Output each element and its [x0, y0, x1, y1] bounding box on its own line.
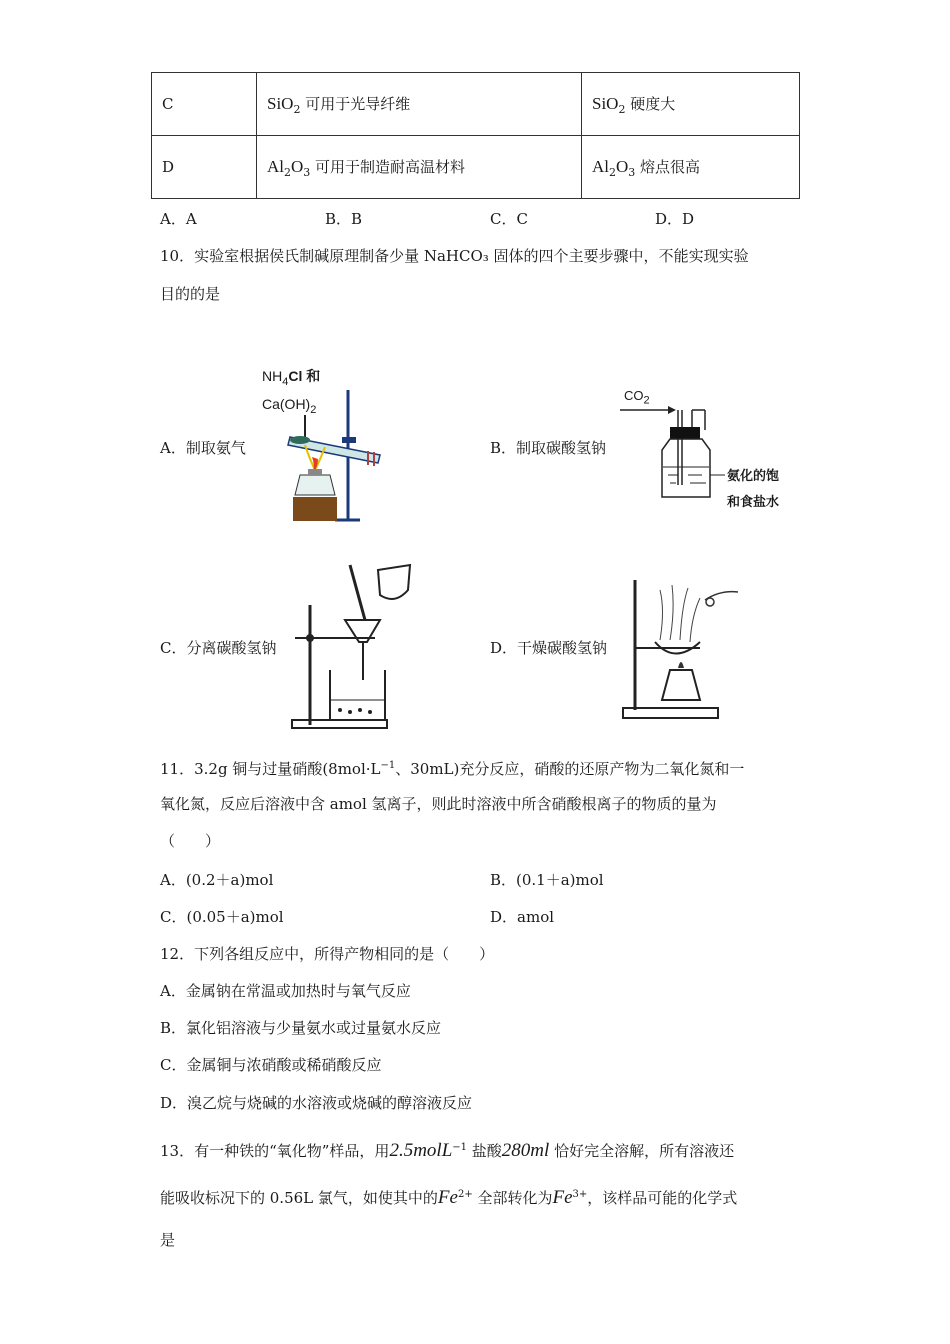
q12-option-a[interactable]: A．金属钠在常温或加热时与氧气反应 [160, 982, 411, 1000]
fig-d-apparatus [620, 570, 745, 725]
q10-option-c[interactable]: C．分离碳酸氢钠 [160, 639, 277, 657]
q11-stem-line2: 氧化氮，反应后溶液中含 amol 氢离子，则此时溶液中所含硝酸根离子的物质的量为 [160, 795, 717, 813]
q9-option-a[interactable]: A．A [160, 210, 197, 228]
q12-option-d[interactable]: D．溴乙烷与烧碱的水溶液或烧碱的醇溶液反应 [160, 1094, 473, 1112]
q11-option-a[interactable]: A．(0.2＋a)mol [160, 871, 274, 889]
table-row [152, 73, 800, 136]
q10-option-a[interactable]: A．制取氨气 [160, 439, 246, 457]
q10-stem-line1: 10．实验室根据侯氏制碱原理制备少量 NaHCO₃ 固体的四个主要步骤中，不能实现实验 [160, 247, 749, 265]
fig-b-co2-label: $CO_2$ [624, 388, 650, 407]
q13-stem-line3: 是 [160, 1231, 176, 1249]
table-row [152, 136, 800, 199]
table-cell-letter: C [152, 73, 257, 136]
fig-a-apparatus [280, 385, 400, 525]
table-cell-property: SiO$_2$ 硬度大 [582, 73, 800, 136]
q11-option-c[interactable]: C．(0.05＋a)mol [160, 908, 284, 926]
q10-option-b[interactable]: B．制取碳酸氢钠 [490, 439, 607, 457]
table-cell-use: $Al_2O_3$ 可用于制造耐高温材料 [257, 136, 582, 199]
table-cell-property: $Al_2O_3$ 熔点很高 [582, 136, 800, 199]
q12-option-c[interactable]: C．金属铜与浓硝酸或稀硝酸反应 [160, 1056, 382, 1074]
q10-option-d[interactable]: D．干燥碳酸氢钠 [490, 639, 608, 657]
table-cell-letter: D [152, 136, 257, 199]
fig-a-label1: $NH_4Cl$ 和 [262, 368, 321, 388]
q11-stem-line3: （ ） [160, 832, 221, 850]
q12-stem: 12．下列各组反应中，所得产物相同的是（ ） [160, 945, 495, 963]
q13-stem-line1: 13．有一种铁的“氧化物”样品，用2.5molL$^{-1}$ 盐酸280ml 恰好完全溶解，所有溶液还 [160, 1140, 735, 1161]
q9-option-b[interactable]: B．B [325, 210, 363, 228]
q10-stem-line2: 目的的是 [160, 285, 221, 303]
fig-b-apparatus [610, 405, 730, 505]
q9-option-d[interactable]: D．D [655, 210, 695, 228]
answer-table [151, 72, 800, 199]
table-cell-use: SiO$_2$ 可用于光导纤维 [257, 73, 582, 136]
q12-option-b[interactable]: B．氯化铝溶液与少量氨水或过量氨水反应 [160, 1019, 442, 1037]
q13-stem-line2: 能吸收标况下的 0.56L 氯气，如使其中的$Fe^{2+}$ 全部转化为$Fe^{3+}$，该样品可能的化学式 [160, 1187, 738, 1208]
fig-b-side-label1: 氨化的饱 [727, 468, 780, 483]
q11-option-d[interactable]: D．amol [490, 908, 555, 926]
q11-option-b[interactable]: B．(0.1＋a)mol [490, 871, 604, 889]
q9-option-c[interactable]: C．C [490, 210, 528, 228]
q11-stem-line1: 11．3.2g 铜与过量硝酸($8mol\cdot L^{-1}$、30mL)充分反应，硝酸的还原产物为二氧化氮和一 [160, 760, 745, 778]
fig-a-label2: $Ca(OH)_2$ [262, 396, 317, 416]
fig-b-side-label2: 和食盐水 [727, 494, 780, 509]
fig-c-apparatus [290, 560, 420, 735]
